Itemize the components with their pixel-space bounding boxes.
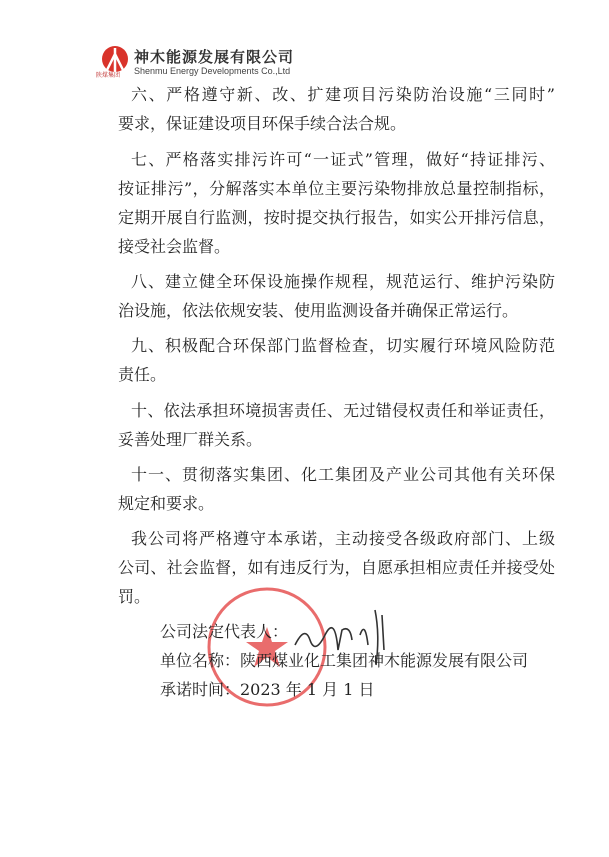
paragraph-line: 八、建立健全环保设施操作规程，规范运行、维护污染防 (131, 272, 555, 291)
paragraph-line: 要求，保证建设项目环保手续合法合规。 (118, 114, 407, 133)
company-name-en: Shenmu Energy Developments Co.,Ltd (134, 66, 291, 76)
paragraph-line: 公司、社会监督，如有违反行为，自愿承担相应责任并接受处 (118, 558, 555, 577)
commitment-date: 承诺时间：2023 年 1 月 1 日 (160, 680, 375, 699)
paragraph-line: 我公司将严格遵守本承诺，主动接受各级政府部门、上级 (131, 529, 555, 548)
unit-name: 单位名称：陕西煤业化工集团神木能源发展有限公司 (160, 651, 529, 670)
paragraph-line: 九、积极配合环保部门监督检查，切实履行环境风险防范 (131, 336, 555, 355)
paragraph-line: 责任。 (118, 365, 167, 384)
legal-representative-label: 公司法定代表人： (160, 622, 289, 641)
paragraph-line: 规定和要求。 (118, 494, 215, 513)
paragraph-line: 按证排污”，分解落实本单位主要污染物排放总量控制指标， (118, 179, 555, 198)
paragraph-line: 接受社会监督。 (118, 237, 231, 256)
paragraph-line: 七、严格落实排污许可“一证式”管理，做好“持证排污、 (131, 150, 555, 169)
paragraph-line: 治设施，依法依规安装、使用监测设备并确保正常运行。 (118, 301, 519, 320)
company-name-cn: 神木能源发展有限公司 (134, 48, 295, 66)
paragraph-line: 妥善处理厂群关系。 (118, 430, 263, 449)
group-mark: 陕煤集团 (96, 72, 121, 79)
paragraph-line: 六、严格遵守新、改、扩建项目污染防治设施“三同时” (131, 85, 555, 104)
paragraph-line: 定期开展自行监测，按时提交执行报告，如实公开排污信息， (118, 208, 555, 227)
paragraph-line: 十一、贯彻落实集团、化工集团及产业公司其他有关环保 (131, 465, 555, 484)
paragraph-line: 十、依法承担环境损害责任、无过错侵权责任和举证责任， (131, 401, 555, 420)
paragraph-line: 罚。 (118, 587, 151, 606)
